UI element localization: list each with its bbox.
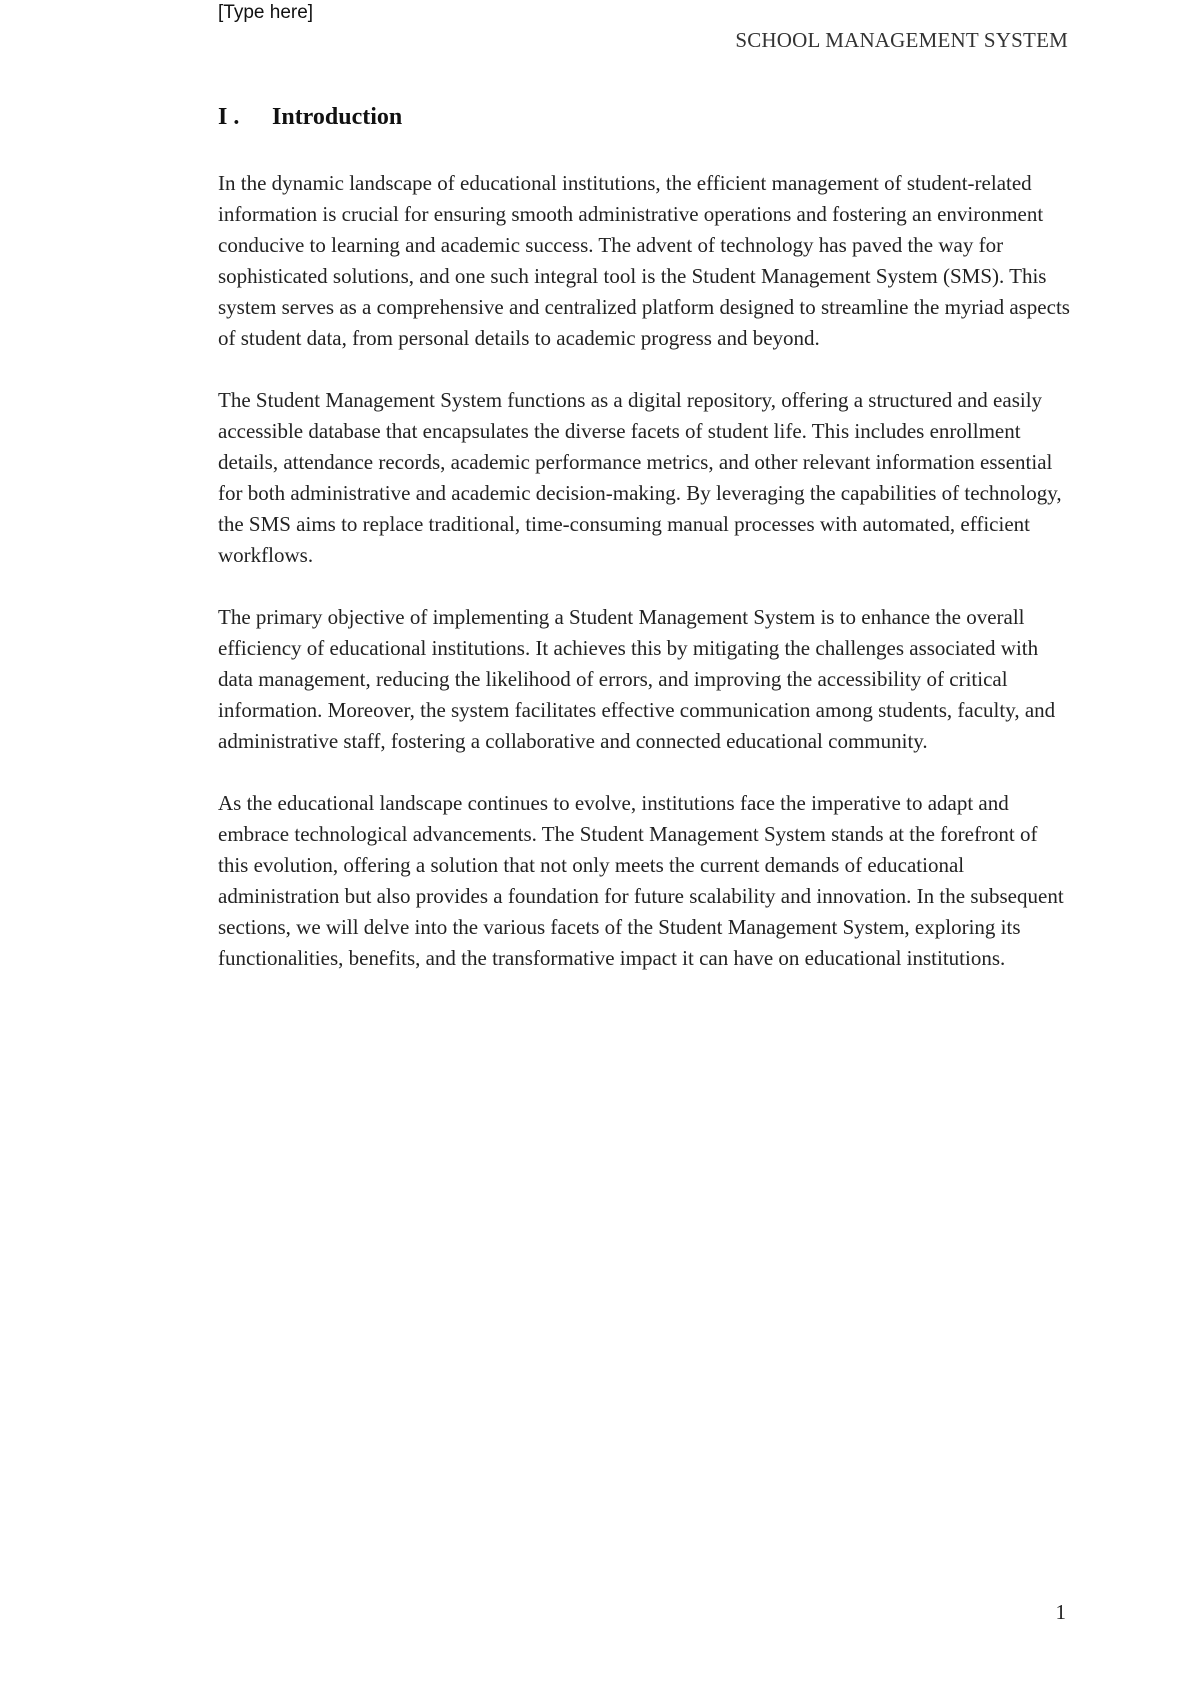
paragraph-2: The Student Management System functions as a digital repository, offering a structured and easily accessible database that encapsulates the diverse facets of student life. This includes enrollment details, attendance records, academic performance metrics, and other relevant information essential for both administrative and academic decision-making. By leveraging the capabilities of technology, the SMS aims to replace traditional, time-consuming manual processes with automated, efficient workflows. — [218, 388, 1062, 567]
section-heading — [218, 104, 402, 131]
document-body — [218, 168, 1070, 1005]
page-number: 1 — [1055, 1600, 1066, 1624]
paragraph-3: The primary objective of implementing a Student Management System is to enhance the overall efficiency of educational institutions. It achieves this by mitigating the challenges associated with data management, reducing the likelihood of errors, and improving the accessibility of critical information. Moreover, the system facilitates effective communication among students, faculty, and administrative staff, fostering a collaborative and connected educational community. — [218, 605, 1056, 753]
header-placeholder[interactable]: [Type here] — [218, 2, 314, 23]
section-number: I . — [218, 104, 240, 130]
paragraph-4: As the educational landscape continues to evolve, institutions face the imperative to adapt and embrace technological advancements. The Student Management System stands at the forefront of this evolution, offering a solution that not only meets the current demands of educational administration but also provides a foundation for future scalability and innovation. In the subsequent sections, we will delve into the various facets of the Student Management System, exploring its functionalities, benefits, and the transformative impact it can have on educational institutions. — [218, 791, 1064, 970]
paragraph-1: In the dynamic landscape of educational institutions, the efficient management of student-related information is crucial for ensuring smooth administrative operations and fostering an environment conducive to learning and academic success. The advent of technology has paved the way for sophisticated solutions, and one such integral tool is the Student Management System (SMS). This system serves as a comprehensive and centralized platform designed to streamline the myriad aspects of student data, from personal details to academic progress and beyond. — [218, 171, 1070, 350]
header-title: SCHOOL MANAGEMENT SYSTEM — [735, 28, 1068, 52]
section-title: Introduction — [272, 104, 403, 130]
